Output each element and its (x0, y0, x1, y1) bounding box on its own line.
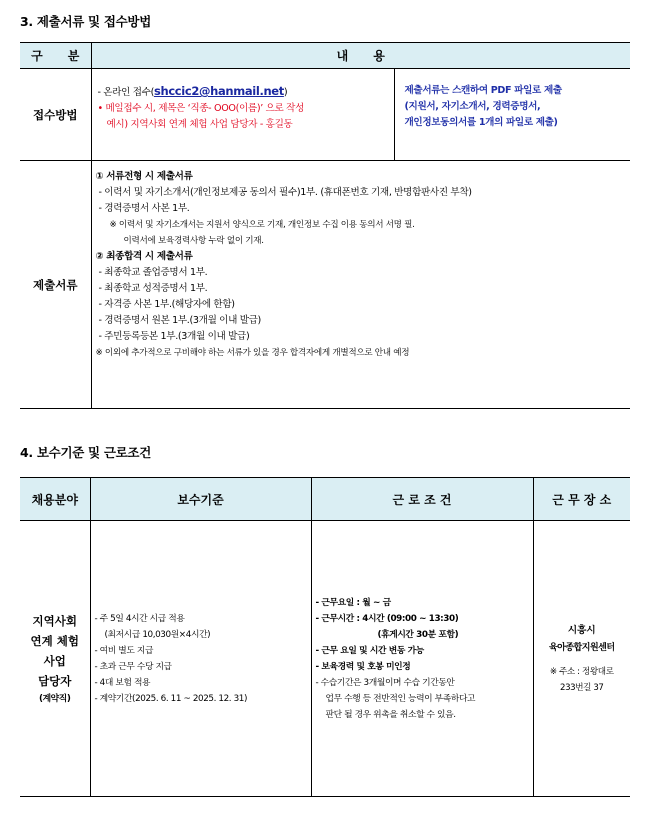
place-center: 육아종합지원센터 (548, 642, 615, 653)
scan-note-line: 제출서류는 스캔하여 PDF 파일로 제출 (404, 85, 562, 96)
work-days: - 근무요일 : 월 ~ 금 (315, 597, 391, 608)
field-line: 지역사회 (32, 613, 77, 628)
field-line: 사업 (43, 653, 66, 668)
pay-item: - 4대 보험 적용 (94, 677, 151, 688)
mail-example: 예시) 지역사회 연계 체험 사업 담당자 - 홍길동 (106, 119, 293, 130)
probation-line: 판단 될 경우 위촉을 취소할 수 있음. (325, 709, 456, 720)
group2-title: ② 최종합격 시 제출서류 (95, 251, 193, 262)
field-type: (계약직) (38, 693, 71, 704)
pay-cell (90, 521, 311, 797)
probation-line: - 수습기간은 3개월이며 수습 기간동안 (315, 677, 455, 688)
group2-item: - 최종학교 성적증명서 1부. (98, 283, 208, 294)
group1-note: ※ 이력서 및 자기소개서는 지원서 양식으로 기재, 개인정보 수집 이용 동의서 서명 필. (109, 220, 415, 230)
group2-item: - 자격증 사본 1부.(해당자에 한함) (98, 299, 235, 310)
place-city: 시흥시 (567, 624, 596, 636)
place-address-number: 233번길 37 (560, 682, 604, 693)
group1-item: - 경력증명서 사본 1부. (98, 203, 190, 214)
header-conditions: 근 로 조 건 (311, 478, 533, 521)
scan-note-line: (지원서, 자기소개서, 경력증명서, (404, 101, 541, 112)
pay-item: - 여비 별도 지급 (94, 645, 154, 656)
career: - 보육경력 및 호봉 미인정 (315, 661, 411, 672)
method-cell (91, 69, 394, 161)
docs-label: 제출서류 (20, 161, 91, 409)
place-address: ※ 주소 : 정왕대로 (549, 666, 614, 677)
online-apply-line: - 온라인 접수(shccic2@hanmail.net) (97, 84, 288, 98)
header-field: 채용분야 (20, 478, 90, 521)
section4-title: 4. 보수기준 및 근로조건 (20, 445, 151, 460)
pay-item: - 계약기간(2025. 6. 11 ~ 2025. 12. 31) (94, 693, 248, 704)
section3-title: 3. 제출서류 및 접수방법 (20, 14, 151, 29)
pay-item: (최저시급 10,030원×4시간) (104, 629, 211, 640)
header-content: 내 용 (91, 43, 630, 69)
docs-cell (91, 161, 630, 409)
group2-item: - 최종학교 졸업증명서 1부. (98, 267, 208, 278)
work-hours: - 근무시간 : 4시간 (09:00 ~ 13:30) (315, 613, 459, 624)
group1-title: ① 서류전형 시 제출서류 (95, 171, 193, 182)
final-note: ※ 이외에 추가적으로 구비해야 하는 서류가 있을 경우 합격자에게 개별적으로 안내 예정 (95, 348, 410, 358)
header-category: 구 분 (20, 43, 91, 69)
header-pay: 보수기준 (90, 478, 311, 521)
header-place: 근 무 장 소 (533, 478, 630, 521)
method-label: 접수방법 (20, 69, 91, 161)
scan-note-cell (394, 69, 630, 161)
mail-rule: • 메일접수 시, 제목은 ‘직종- OOO(이름)’ 으로 작성 (97, 103, 304, 114)
conditions-cell (311, 521, 533, 797)
field-cell (20, 521, 90, 797)
pay-item: - 주 5일 4시간 시급 적용 (94, 613, 185, 624)
group1-note: 이력서에 보육경력사항 누락 없이 기재. (123, 236, 264, 246)
field-line: 담당자 (38, 673, 72, 688)
scan-note-line: 개인정보동의서를 1개의 파일로 제출) (404, 117, 558, 128)
pay-item: - 초과 근무 수당 지급 (94, 661, 172, 672)
probation-line: 업무 수행 등 전반적인 능력이 부족하다고 (325, 693, 476, 704)
field-line: 연계 체험 (30, 633, 79, 648)
documents-table (20, 42, 630, 409)
email-link[interactable]: shccic2@hanmail.net (154, 84, 284, 98)
group1-item: - 이력서 및 자기소개서(개인정보제공 동의서 필수)1부. (휴대폰번호 기재, 반명함판사진 부착) (98, 187, 472, 198)
group2-item: - 경력증명서 원본 1부.(3개월 이내 발급) (98, 315, 261, 326)
place-cell (533, 521, 630, 797)
group2-item: - 주민등록등본 1부.(3개월 이내 발급) (98, 331, 250, 342)
compensation-table (20, 477, 630, 797)
changeable: - 근무 요일 및 시간 변동 가능 (315, 645, 424, 656)
break-time: (휴게시간 30분 포함) (377, 629, 459, 640)
